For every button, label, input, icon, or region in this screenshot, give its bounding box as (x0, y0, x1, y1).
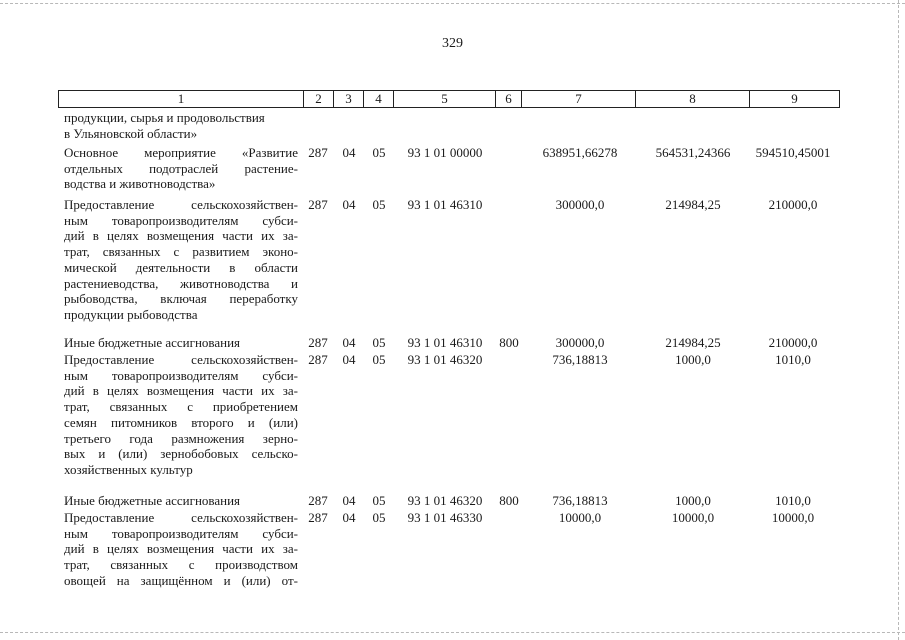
page-number: 329 (442, 36, 463, 51)
cell-ministry: 287 (308, 493, 328, 508)
cell-amount-col-7: 300000,0 (555, 197, 605, 212)
description-line: Иные бюджетные ассигнования (64, 493, 241, 508)
description-line: продукции рыбоводства (64, 306, 198, 322)
description-line: Предоставление сельскохозяйствен- (64, 197, 298, 212)
cell-subsection: 05 (372, 145, 386, 160)
description-line: ным товаропроизводителям субси- (64, 525, 298, 541)
cell-expense-type: 800 (499, 493, 519, 508)
header-col-5: 5 (394, 91, 496, 108)
header-col-7: 7 (522, 91, 636, 108)
cell-section: 04 (342, 197, 356, 212)
row-description (64, 145, 298, 192)
cell-amount-col-8: 564531,24366 (655, 145, 731, 160)
cell-subsection: 05 (372, 493, 386, 508)
cell-amount-col-9: 210000,0 (768, 335, 818, 350)
cell-amount-col-9: 1010,0 (775, 352, 811, 367)
header-col-4: 4 (364, 91, 394, 108)
header-col-1: 1 (59, 91, 304, 108)
cell-target-code: 93 1 01 46310 (407, 197, 483, 212)
cell-amount-col-8: 10000,0 (671, 510, 715, 525)
description-line: третьего года размножения зерно- (64, 430, 298, 446)
description-line: Иные бюджетные ассигнования (64, 335, 241, 350)
cell-amount-col-8: 1000,0 (675, 493, 711, 508)
cell-section: 04 (342, 145, 356, 160)
cell-amount-col-7: 736,18813 (552, 493, 608, 508)
header-row (59, 91, 840, 108)
description-line: рыбоводства, включая переработку (64, 291, 298, 307)
description-line: трат, связанных с приобретением (64, 399, 298, 415)
cell-target-code: 93 1 01 00000 (407, 145, 483, 160)
cell-section: 04 (342, 510, 356, 525)
cell-ministry: 287 (308, 510, 328, 525)
description-line: водства и животноводства» (64, 176, 216, 192)
scan-edge-right (898, 0, 899, 640)
description-line: отдельных подотраслей растение- (64, 160, 298, 176)
cell-amount-col-7: 300000,0 (555, 335, 605, 350)
header-col-8: 8 (636, 91, 750, 108)
cell-subsection: 05 (372, 197, 386, 212)
cell-amount-col-7: 736,18813 (552, 352, 608, 367)
description-line: хозяйственных культур (64, 461, 193, 477)
description-line: ным товаропроизводителям субси- (64, 367, 298, 383)
cell-section: 04 (342, 493, 356, 508)
cell-amount-col-7: 10000,0 (558, 510, 602, 525)
scan-edge-top (0, 3, 905, 4)
cell-subsection: 05 (372, 335, 386, 350)
cell-target-code: 93 1 01 46330 (407, 510, 483, 525)
cell-ministry: 287 (308, 352, 328, 367)
cell-ministry: 287 (308, 145, 328, 160)
description-line: Предоставление сельскохозяйствен- (64, 352, 298, 367)
cell-ministry: 287 (308, 335, 328, 350)
description-line: в Ульяновской области» (64, 125, 198, 141)
cell-amount-col-9: 594510,45001 (755, 145, 831, 160)
cell-amount-col-8: 214984,25 (665, 197, 721, 212)
description-line: ным товаропроизводителям субси- (64, 212, 298, 228)
header-col-9: 9 (750, 91, 840, 108)
row-description (64, 510, 298, 589)
row-description (64, 493, 298, 509)
cell-target-code: 93 1 01 46320 (407, 493, 483, 508)
cell-amount-col-8: 214984,25 (665, 335, 721, 350)
description-line: дий в целях возмещения части их за- (64, 228, 298, 244)
description-line: дий в целях возмещения части их за- (64, 383, 298, 399)
cell-subsection: 05 (372, 510, 386, 525)
scan-edge-bottom (0, 632, 905, 633)
cell-section: 04 (342, 352, 356, 367)
header-col-6: 6 (496, 91, 522, 108)
description-line: овощей на защищённом и (или) от- (64, 572, 298, 588)
description-line: трат, связанных с развитием эконо- (64, 244, 298, 260)
description-line: продукции, сырья и продовольствия (64, 110, 265, 125)
cell-expense-type: 800 (499, 335, 519, 350)
row-description (64, 110, 298, 141)
header-col-3: 3 (334, 91, 364, 108)
cell-amount-col-9: 1010,0 (775, 493, 811, 508)
cell-ministry: 287 (308, 197, 328, 212)
cell-amount-col-8: 1000,0 (675, 352, 711, 367)
description-line: растениеводства, животноводства и (64, 275, 298, 291)
cell-subsection: 05 (372, 352, 386, 367)
description-line: Основное мероприятие «Развитие (64, 145, 298, 160)
header-col-2: 2 (304, 91, 334, 108)
description-line: Предоставление сельскохозяйствен- (64, 510, 298, 525)
column-header-table (58, 90, 840, 108)
cell-target-code: 93 1 01 46320 (407, 352, 483, 367)
cell-amount-col-7: 638951,66278 (542, 145, 618, 160)
cell-section: 04 (342, 335, 356, 350)
description-line: вых и (или) зернобобовых сельско- (64, 446, 298, 462)
description-line: семян питомников второго и (или) (64, 414, 298, 430)
row-description (64, 352, 298, 478)
cell-amount-col-9: 10000,0 (771, 510, 815, 525)
description-line: дий в целях возмещения части их за- (64, 541, 298, 557)
description-line: мической деятельности в области (64, 259, 298, 275)
row-description (64, 335, 298, 351)
cell-amount-col-9: 210000,0 (768, 197, 818, 212)
row-description (64, 197, 298, 323)
cell-target-code: 93 1 01 46310 (407, 335, 483, 350)
description-line: трат, связанных с производством (64, 557, 298, 573)
